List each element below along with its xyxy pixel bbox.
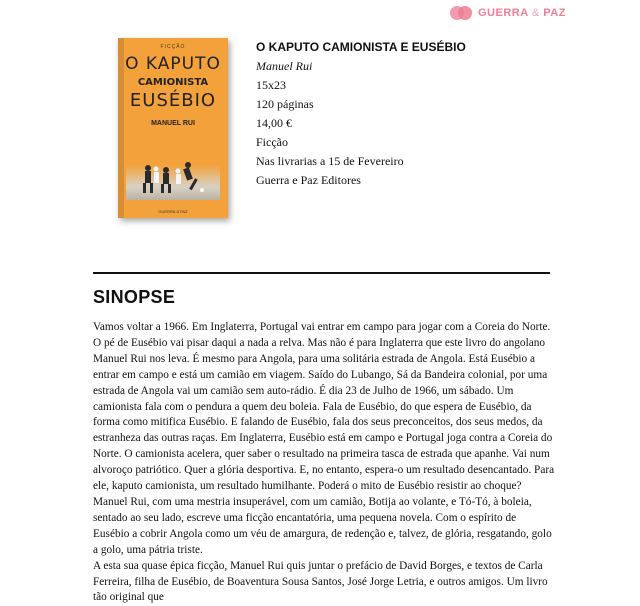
book-pages: 120 páginas (256, 97, 314, 111)
cover-author: MANUEL RUI (151, 120, 195, 127)
book-format: 15x23 (256, 78, 286, 92)
cover-title-line1: O KAPUTO (125, 54, 221, 74)
book-info (256, 38, 616, 190)
cover-photo (126, 156, 220, 200)
cover-series: FICÇÃO (160, 44, 186, 50)
book-author: Manuel Rui (256, 59, 313, 73)
book-publisher: Guerra e Paz Editores (256, 173, 361, 187)
book-genre: Ficção (256, 135, 288, 149)
logo-text: GUERRA & PAZ (478, 7, 566, 19)
logo-mark-icon (450, 4, 472, 22)
publisher-logo (450, 4, 566, 22)
sinopse-paragraph: Vamos voltar a 1966. Em Inglaterra, Portugal vai entrar em campo para jogar com a Coreia do Norte. O pé de Eusébio vai pisar daqui a nada a relva. Mas não é para Inglaterra que este livro do angolano Manuel Rui nos leva. É mesmo para Angola, para uma solitária estrada de Angola. Está Eusébio a entrar em campo e está um camião em viagem. Saído do Lubango, Sá da Bandeira colonial, por uma estrada de Angola vai um camião sem auto-rádio. É dia 23 de Julho de 1966, um sábado. Um camionista fala com o pendura a quem deu boleia. Fala de Eusébio, do que espera de Eusébio, da forma como mitifica Eusébio. E falando de Eusébio, fala dos seus preconceitos, dos seus medos, da estranheza das outras raças. Em Inglaterra, Eusébio está em campo e Portugal joga contra a Coreia do Norte. O camionista acelera, quer saber o resultado na primeira tasca de estrada que apanhe. Vai num alvoroço patriótico. Quer a glória desportiva. E, no entanto, espera-o um resultado desencantado. Para ele, kaputo camionista, um resultado humilhante. Poderá o mito de Eusébio resistir ao choque? (93, 321, 555, 493)
cover-title-line2: CAMIONISTA (137, 77, 209, 88)
section-divider (93, 272, 550, 274)
sinopse-body (93, 320, 555, 606)
cover-footer: GUERRA & PAZ (158, 209, 188, 214)
sinopse-heading: SINOPSE (93, 287, 176, 307)
book-cover (118, 38, 228, 218)
book-title: O KAPUTO CAMIONISTA E EUSÉBIO (256, 40, 466, 54)
book-release: Nas livrarias a 15 de Fevereiro (256, 154, 404, 168)
book-price: 14,00 € (256, 116, 292, 130)
cover-title-line3: EUSÉBIO (129, 90, 217, 111)
sinopse-paragraph: Manuel Rui, com uma mestria insuperável, com um camião, Botija ao volante, e Tó-Tó, à boleia, sentado ao seu lado, escreve uma ficção encantatória, uma pequena novela. Com o espírito de Eusébio a cobrir Angola como um véu de amargura, de redenção e, talvez, de glória, resgatando, golo a golo, uma pátria triste. (93, 495, 552, 556)
sinopse-paragraph: A esta sua quase épica ficção, Manuel Rui quis juntar o prefácio de David Borges, e textos de Carla Ferreira, filha de Eusébio, de Boaventura Sousa Santos, José Jorge Letria, e outros amigos. Um livro tão original que (93, 559, 548, 604)
